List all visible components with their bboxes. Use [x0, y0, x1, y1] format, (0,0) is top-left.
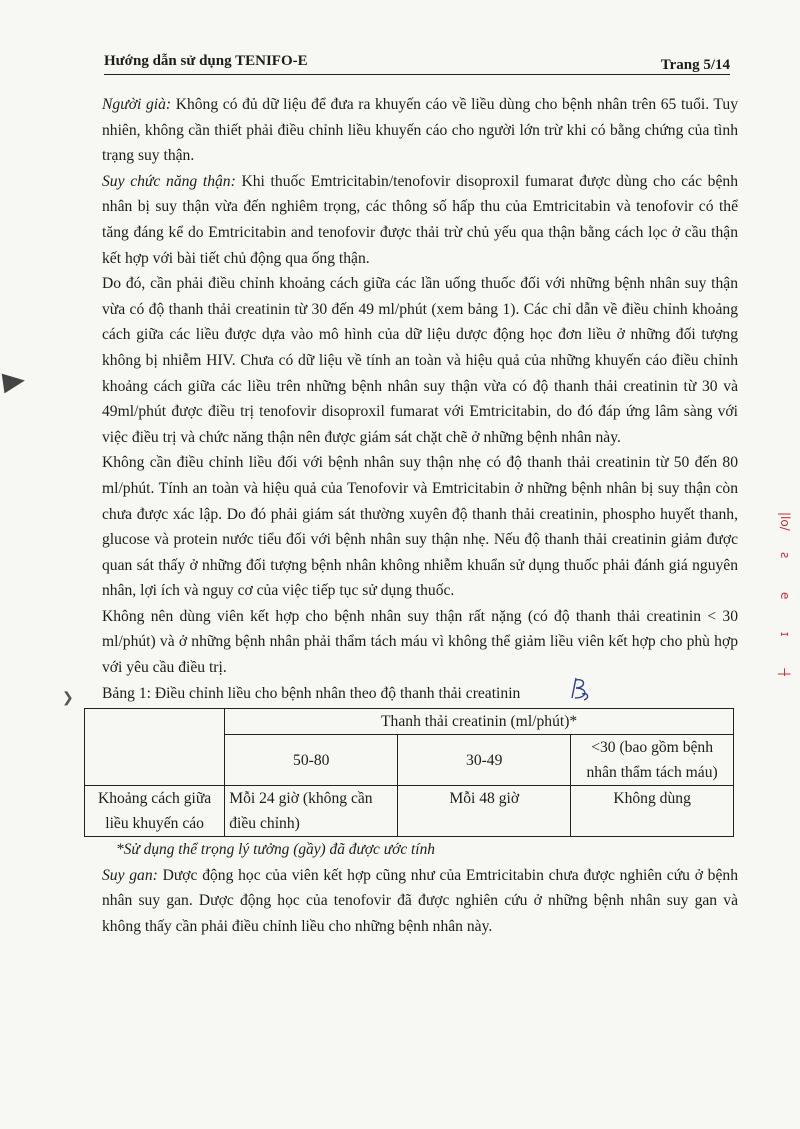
paragraph-hepatic: Suy gan: Dược động học của viên kết hợp cũng như của Emtricitabin chưa được nghiên cứu ở bệnh nhân suy gan. Dược động học của tenofovir đã được nghiên cứu ở những bệnh nhân suy gan và không thấy cần phải điều chỉnh liều cho những bệnh nhân này.: [102, 866, 738, 936]
table-cell: Mỗi 48 giờ: [398, 786, 571, 837]
paragraph-mild-renal: Không cần điều chỉnh liều đối với bệnh nhân suy thận nhẹ có độ thanh thải creatinin từ 50 đến 80 ml/phút. Tính an toàn và hiệu quả của Tenofovir và Emtricitabin ở những bệnh nhân bị suy thận còn chưa được xác lập. Do đó phải giám sát thường xuyên độ thanh thải creatinin, phospho huyết thanh, glucose và protein nước tiểu đối với bệnh nhân suy thận nhẹ. Nếu độ thanh thải creatinin giảm được quan sát thấy ở những đối tượng bệnh nhân không nhiễm khuẩn sử dụng thuốc phải đánh giá nguyên nhân, lợi ích và nguy cơ của việc tiếp tục sử dụng thuốc.: [102, 454, 738, 600]
table-footnote: *Sử dụng thể trọng lý tưởng (gầy) đã được ước tính: [116, 841, 435, 859]
table-row: [85, 786, 734, 837]
table-caption: Bảng 1: Điều chỉnh liều cho bệnh nhân theo độ thanh thải creatinin: [102, 684, 521, 702]
page-header: [104, 50, 730, 75]
paragraph-renal-impairment: Suy chức năng thận: Khi thuốc Emtricitabin/tenofovir disoproxil fumarat được dùng cho các bệnh nhân bị suy thận vừa đến nghiêm trọng, các thông số hấp thu của Emtricitabin và tenofovir có thể tăng đáng kể do Emtricitabin and tenofovir được thải trừ chủ yếu qua thận bằng cách lọc ở cầu thận kết hợp với bài tiết chủ động qua ống thận.: [102, 172, 738, 267]
paragraph-dosing-interval: Do đó, cần phải điều chỉnh khoảng cách giữa các lần uống thuốc đối với những bệnh nhân suy thận vừa có độ thanh thải creatinin từ 30 đến 49 ml/phút (xem bảng 1). Các chỉ dẫn về điều chỉnh khoảng cách giữa các liều được dựa vào mô hình của dữ liệu dược động học đơn liều ở những đối tượng không bị nhiễm HIV. Chưa có dữ liệu về tính an toàn và hiệu quả của những khuyến cáo điều chỉnh khoảng cách giữa các liều trên những bệnh nhân suy thận vừa có độ thanh thải creatinin từ 30 và 49ml/phút được điều trị tenofovir disoproxil fumarat với Emtricitabin, do đó đáp ứng lâm sàng với việc điều trị và chức năng thận nên được giám sát chặt chẽ ở những bệnh nhân này.: [102, 275, 738, 446]
edge-stamp-marks: |lo/ ƨ e ɪ |̶: [778, 512, 792, 677]
paragraph-label: Suy gan:: [102, 866, 158, 884]
margin-arrow-mark: [2, 371, 27, 394]
table-group-header: Thanh thải creatinin (ml/phút)*: [225, 709, 734, 735]
paragraph-elderly: Người già: Không có đủ dữ liệu để đưa ra khuyến cáo về liều dùng cho bệnh nhân trên 65 tuổi. Tuy nhiên, không cần thiết phải điều chỉnh liều khuyến cáo cho người lớn trừ khi có bằng chứng của tình trạng suy thận.: [102, 96, 738, 165]
initials-signature: [566, 676, 596, 702]
paragraph-label: Người già:: [102, 96, 172, 113]
table-header-cell: 30-49: [398, 735, 571, 786]
document-title: Hướng dẫn sử dụng TENIFO-E: [104, 53, 308, 69]
dose-adjustment-table: [84, 708, 734, 837]
table-header-cell: <30 (bao gồm bệnh nhân thẩm tách máu): [571, 735, 734, 786]
table-header-cell: 50-80: [225, 735, 398, 786]
paragraph-severe-renal: Không nên dùng viên kết hợp cho bệnh nhân suy thận rất nặng (có độ thanh thải creatinin < 30 ml/phút) và ở những bệnh nhân phải thẩm tách máu vì không thể giảm liều viên kết hợp cho phù hợp với yêu cầu điều trị.: [102, 607, 738, 677]
document-body: [98, 92, 738, 940]
page-number: Trang 5/14: [660, 57, 730, 73]
table-cell: Mỗi 24 giờ (không cần điều chỉnh): [225, 786, 398, 837]
table-cell: Không dùng: [571, 786, 734, 837]
table-row-label: Khoảng cách giữa liều khuyến cáo: [85, 786, 225, 837]
paragraph-label: Suy chức năng thận:: [102, 172, 236, 190]
table-cell-empty: [85, 709, 225, 786]
table-row: [85, 709, 734, 735]
margin-mark: ❯: [62, 691, 74, 706]
